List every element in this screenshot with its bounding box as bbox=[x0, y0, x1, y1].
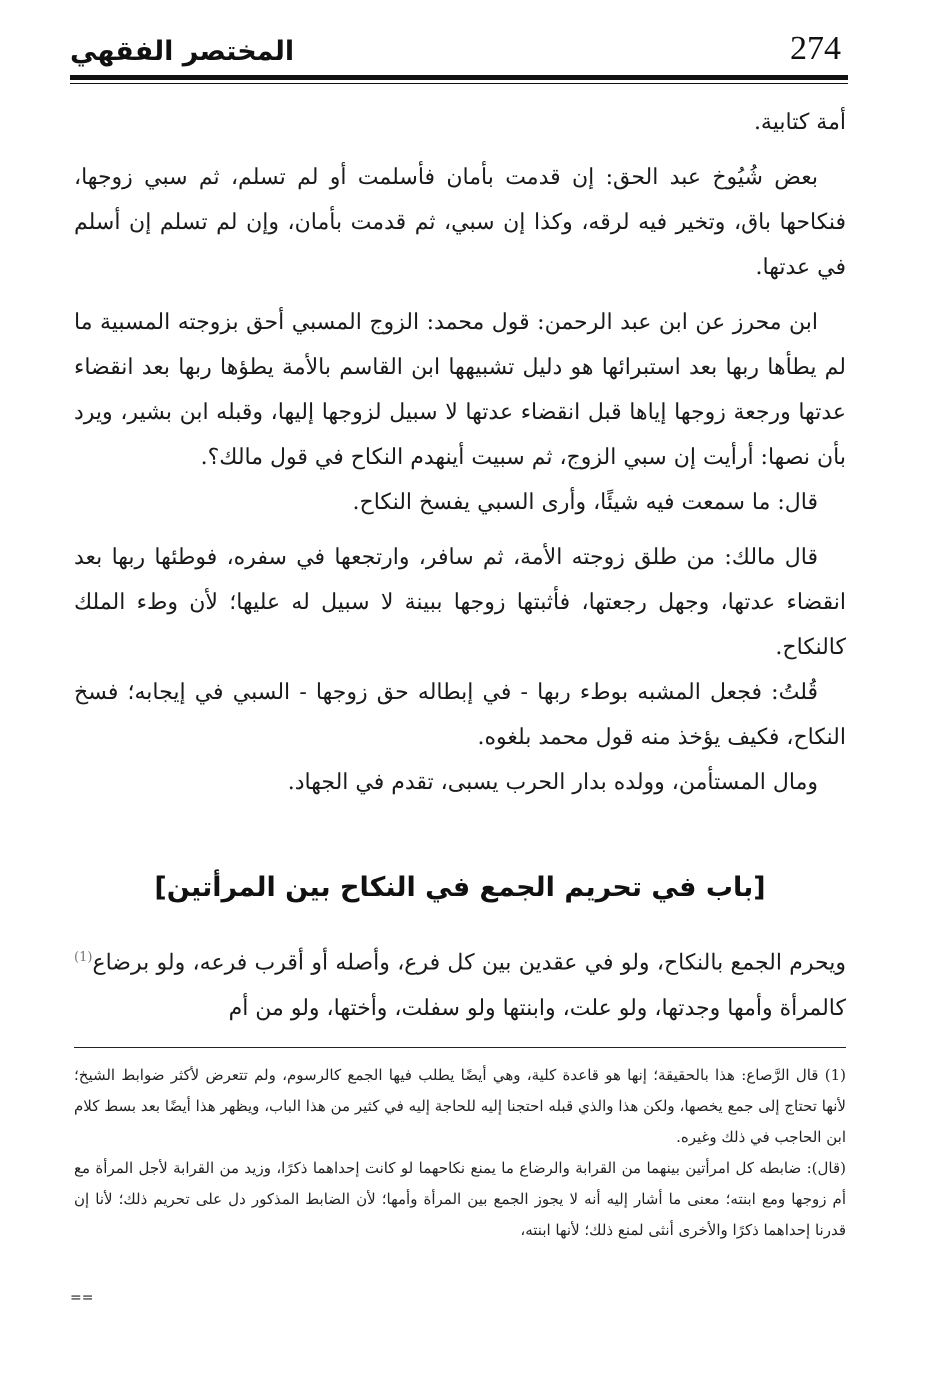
paragraph: بعض شُيُوخ عبد الحق: إن قدمت بأمان فأسلمت أو لم تسلم، ثم سبي زوجها، فنكاحها باق، وتخير فيه لرقه، وكذا إن سبي، ثم قدمت بأمان، وإن لم تسلم إن أسلم في عدتها. bbox=[74, 165, 846, 280]
footnote: (قال): ضابطه كل امرأتين بينهما من القرابة والرضاع ما يمنع نكاحهما لو كانت إحداهما ذكرًا، وزيد من القرابة لأجل المرأة مع أم زوجها ومع ابنته؛ معنى ما أشار إليه أنه لا يجوز الجمع بين المرأة وأمها؛ لأن الضابط المذكور دل على تحريم ذلك؛ لأنا إن قدرنا إحداهما ذكرًا والأخرى أنثى لمنع ذلك؛ لأنها ابنته، bbox=[74, 1159, 846, 1239]
paragraph: ومال المستأمن، وولده بدار الحرب يسبى، تقدم في الجهاد. bbox=[287, 770, 818, 795]
page-number: 274 bbox=[790, 30, 841, 67]
footnote-marker: (1) bbox=[74, 950, 93, 965]
chapter-text-part: ويحرم الجمع بالنكاح، ولو في عقدين بين كل فرع، وأصله أو أقرب فرعه، ولو برضاع bbox=[92, 950, 846, 976]
footnote: (1) قال الرَّصاع: هذا بالحقيقة؛ إنها هو قاعدة كلية، وهي أيضًا يطلب فيها الجمع كالرسوم، ولم تتعرض لأكثر ضوابط الشيخ؛ لأنها تحتاج إلى جمع يخصها، ولكن هذا والذي قبله احتجنا إليه للحاجة إليه في كثير من هذا الباب، ويظهر هذا أيضًا بعد بسط كلام ابن الحاجب في ذلك وغيره. bbox=[74, 1066, 846, 1146]
chapter-heading: [باب في تحريم الجمع في النكاح بين المرأتين] bbox=[154, 872, 766, 903]
footnote-divider bbox=[74, 1047, 846, 1048]
header-rule-thin bbox=[70, 83, 848, 84]
paragraph: قال: ما سمعت فيه شيئًا، وأرى السبي يفسخ النكاح. bbox=[352, 490, 818, 515]
paragraph: ابن محرز عن ابن عبد الرحمن: قول محمد: الزوج المسبي أحق بزوجته المسبية ما لم يطأها ربها بعد استبرائها هو دليل تشبيهها ابن القاسم بالأمة يطؤها ربها بعد انقضاء عدتها ورجعة زوجها إياها قبل انقضاء عدتها لا سبيل لزوجها إليها، وقبله ابن بشير، ويرد بأن نصها: أرأيت إن سبي الزوج، ثم سبيت أينهدم النكاح في قول مالك؟. bbox=[74, 310, 846, 470]
running-title: المختصر الفقهي bbox=[70, 36, 295, 67]
paragraph: قال مالك: من طلق زوجته الأمة، ثم سافر، وارتجعها في سفره، فوطئها ربها بعد انقضاء عدتها، وجهل رجعتها، فأثبتها زوجها ببينة لا سبيل له عليها؛ لأن وطء الملك كالنكاح. bbox=[74, 545, 846, 660]
paragraph: قُلتُ: فجعل المشبه بوطء ربها - في إبطاله حق زوجها - السبي في إيجابه؛ فسخ النكاح، فكيف يؤخذ منه قول محمد بلغوه. bbox=[74, 680, 846, 750]
paragraph bbox=[74, 935, 846, 1032]
continuation-mark: == bbox=[70, 1290, 94, 1306]
main-text bbox=[74, 100, 846, 805]
chapter-text bbox=[74, 935, 846, 1032]
footnotes bbox=[74, 1060, 846, 1246]
paragraph: أمة كتابية. bbox=[753, 110, 846, 135]
chapter-text-part: كالمرأة وأمها وجدتها، ولو علت، وابنتها ولو سفلت، وأختها، ولو من أم bbox=[228, 996, 846, 1022]
header-rule-thick bbox=[70, 75, 848, 80]
